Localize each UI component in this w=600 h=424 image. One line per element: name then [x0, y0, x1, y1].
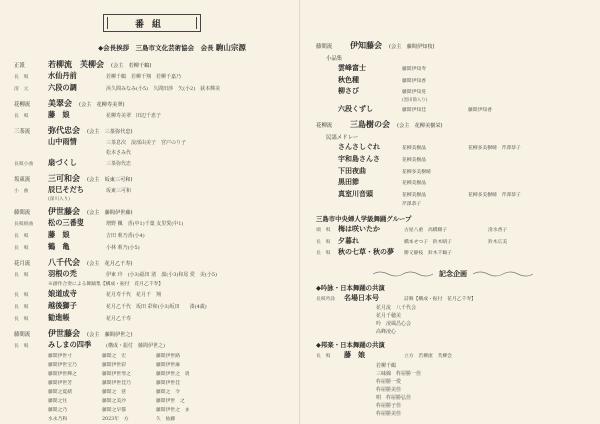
vine-ornament-icon: [373, 270, 433, 278]
performers-extra: 藤間伊知香: [468, 107, 492, 113]
genre-label: 端 唄: [316, 227, 331, 233]
performer-name: 藤間之 宏: [102, 354, 126, 359]
program-row: [316, 200, 590, 210]
program-row: [14, 301, 290, 313]
program-row: [14, 242, 290, 254]
performer-line: 花月流 八千代会: [376, 305, 417, 312]
section-caption: 小品集: [326, 56, 343, 62]
right-sections: [316, 40, 590, 418]
performer-line: 杵屋勝美佳: [376, 386, 402, 393]
performer-name: 藤間之早都: [102, 408, 126, 413]
performers: 詩舞【構成・振付 花月乙千寿】: [404, 296, 476, 302]
piece-title: 真室川音頭: [338, 188, 373, 198]
performers: 花柳寿美翠 田辺千恵子: [106, 113, 162, 119]
program-row: [316, 350, 590, 362]
performer-line: 高峰凌心: [376, 329, 397, 336]
performer-line: 吟 凌風昌心会: [376, 321, 412, 328]
genre-label: 長 唄: [14, 273, 29, 278]
program-section: [316, 214, 590, 259]
piece-title: 越後獅子: [48, 301, 77, 310]
section-header: [14, 257, 290, 269]
performers: 橋本せつ子 鈴木晴子: [404, 239, 452, 245]
program-row: [316, 236, 590, 248]
group-leader: (会主 花柳寿美翠): [79, 102, 125, 108]
performers: 藤間伊知晃: [402, 90, 426, 96]
piece-title: 秋の七草・秋の夢: [338, 247, 394, 257]
program-section: [14, 173, 290, 203]
program-row: [14, 313, 290, 325]
program-section: [14, 328, 290, 424]
piece-title: さんさしぐれ: [338, 142, 380, 152]
piece-title: 鶴 亀: [48, 242, 70, 251]
special-section-title: ◆吟詠・日本舞踊の共演: [316, 283, 385, 292]
section-note: ※創作合奏による舞踊集【構成・振付 花月乙千寿】: [48, 282, 164, 287]
performer-name: 藤間伊世輝之: [48, 372, 77, 377]
group-name: 三島市中央婦人学級舞踊グループ: [316, 214, 412, 223]
group-leader: (会主 藤間伊世之): [87, 332, 133, 338]
genre-label: 長唄組曲: [14, 222, 34, 227]
performer-line: 三味線 杵屋勝一佳: [376, 370, 422, 377]
piece-title: みしまの四季: [48, 340, 92, 349]
performers: 花柳美樹晶: [402, 146, 426, 152]
program-section: [316, 340, 590, 418]
program-row: [316, 63, 590, 75]
program-row: [14, 340, 290, 352]
genre-label: 小 曲: [14, 189, 29, 194]
school-name: 藤間流: [316, 44, 333, 50]
left-sections: [14, 59, 290, 424]
piece-title: 扇づくし: [48, 158, 77, 167]
performer-name: 藤間伊世之 貴: [156, 372, 190, 377]
group-name: 三可和会: [48, 173, 80, 183]
school-name: 藤間流: [14, 332, 31, 338]
group-leader: (会主 花月乙千寿): [87, 261, 133, 267]
program-section: [14, 98, 290, 122]
program-row: [316, 177, 590, 189]
performer-name: 藤間之 令: [156, 390, 180, 395]
genre-label: 長 唄: [316, 251, 331, 257]
program-row: [14, 218, 290, 230]
section-header: [14, 98, 290, 110]
group-name: 美翠会: [48, 98, 72, 108]
piece-title: 羽根の禿: [48, 269, 77, 278]
genre-label: 長 唄: [316, 354, 331, 360]
genre-label: 長唄小曲: [14, 162, 34, 167]
piece-title: 秋色種: [338, 74, 359, 84]
performers: 小林 莉乃(小5): [106, 245, 140, 251]
program-row: [316, 189, 590, 201]
program-section: [14, 257, 290, 325]
performers: 花柳美樹晶: [402, 157, 426, 163]
performers-extra: 鈴木広美: [488, 239, 508, 245]
special-program-title: 記念企画: [439, 268, 467, 278]
piece-title: 宇和島さんさ: [338, 153, 380, 163]
performer-name: 藤間之住: [48, 399, 68, 404]
performer-line: 若柳千鶴: [376, 362, 397, 369]
performer-line: 杵屋勝一愛: [376, 378, 402, 385]
genre-label: 長 唄: [14, 293, 29, 298]
group-leader: (会主 花柳美樹栄): [397, 123, 443, 130]
section-header: [316, 40, 590, 52]
performers: 藤間伊知佳: [402, 107, 426, 113]
performer-name: 藤間伊世彩: [102, 363, 126, 368]
piece-title: 娘道成寺: [48, 289, 77, 298]
performers: 松本さみ代: [106, 150, 132, 156]
performer-name: 藤間伊世麻: [156, 363, 180, 368]
program-section: [14, 59, 290, 95]
piece-title: 水仙丹前: [48, 71, 77, 80]
program-row: [14, 110, 290, 122]
group-leader: (会主 坂東三可和): [87, 177, 133, 183]
genre-label: 長 唄: [14, 234, 29, 239]
school-name: 三茶流: [14, 129, 31, 135]
piece-title: 山中雨情: [48, 137, 77, 146]
program-row: [14, 230, 290, 242]
group-leader: (会主 三茶弥代忠): [87, 129, 133, 135]
program-row: [316, 224, 590, 236]
performers: 浜久間みなみ(小5) 久間田渉 矢(小2) 荻本輝美: [106, 86, 221, 92]
greeting: ◆会長挨拶 三島市文化芸術協会 会長 駒山宗源: [98, 43, 246, 52]
group-leader: (会主 藤間伊知枝): [389, 44, 435, 50]
program-row: [14, 71, 290, 83]
performers: 藤間伊知香: [402, 78, 426, 84]
program-row: [14, 83, 290, 95]
special-program-header: [316, 269, 590, 279]
group-name: 伊世藤会: [48, 328, 80, 338]
performer-line: 唄 杵屋勝弘佳: [376, 394, 412, 401]
group-name: 伊世藤会: [48, 206, 80, 216]
performers: (構成・振付 藤間伊世之): [106, 343, 165, 349]
performers: 古屋八重 高橋順子: [404, 227, 448, 233]
performers-extra: 清水香子: [488, 227, 508, 233]
genre-label: 長 唄: [14, 305, 29, 310]
piece-title: 勧進帳: [48, 313, 70, 322]
performers: 三茶息次 浪部由美子 宮戸のり子: [106, 140, 187, 146]
program-row: [316, 142, 590, 154]
school-name: 花月流: [14, 261, 31, 267]
program-row: [14, 185, 290, 197]
performer-name: 藤間之 慈: [102, 390, 126, 395]
special-section-title: ◆邦楽・日本舞踊の共演: [316, 341, 385, 350]
program-row: [14, 289, 290, 301]
performer-name: 藤間伊世佳乃: [102, 381, 131, 386]
genre-label: 長 唄: [14, 114, 29, 119]
program-row: [316, 86, 590, 98]
piece-title: 夕暮れ: [338, 235, 359, 245]
section-header: [14, 328, 290, 340]
performer-name: 藤間伊世 之: [156, 399, 185, 404]
performer-name: 藤間伊世寸: [48, 354, 72, 359]
performer-name: 藤間伊世路: [156, 354, 180, 359]
group-name: 弥代忠会: [48, 125, 80, 135]
performer-name: 藤間伊世宝乃: [48, 363, 77, 368]
president-name: 駒山宗源: [215, 43, 246, 52]
piece-title: 六段くずし: [338, 103, 373, 113]
vine-ornament-icon: [473, 270, 533, 278]
program-row: [316, 293, 590, 305]
program-row: [316, 104, 590, 116]
performers: 花月乙千代 坂田 彩和(小3)坂田 湊(4歳): [106, 304, 207, 310]
program-section: [316, 283, 590, 337]
section-header: [14, 125, 290, 137]
performer-line: 杵屋勝子佳: [376, 402, 402, 409]
piece-title: 雲峰富士: [338, 63, 366, 72]
performers: 増野 楓 香(中1)千葉 友里愛(中1): [106, 221, 184, 227]
performer-name: 2023年 方: [102, 417, 129, 422]
section-header: [14, 173, 290, 185]
performer-line: 花月千穂美: [376, 313, 402, 320]
group-name: 三島樹の会: [350, 119, 390, 130]
performer-grid: [48, 352, 290, 424]
program-section: [14, 206, 290, 254]
section-header: [14, 206, 290, 218]
group-name: 若柳流 芙柳会: [48, 59, 104, 69]
section-header: [316, 119, 590, 131]
school-name: 花柳流: [14, 102, 31, 108]
program-row: [316, 75, 590, 87]
genre-label: 長 唄: [14, 246, 29, 251]
program-row: [14, 137, 290, 148]
program-row: [316, 154, 590, 166]
piece-title: 藤 娘: [48, 110, 70, 119]
school-name: 正派: [14, 63, 25, 69]
piece-title: 六段の調: [48, 83, 77, 92]
program-row: [316, 247, 590, 259]
performers: 立方 若柳流 芙柳会: [404, 354, 452, 360]
school-name: 花柳流: [316, 123, 333, 130]
program-section: [14, 125, 290, 170]
performer-name: 藤間伊世佳: [156, 381, 180, 386]
group-leader: (会主 藤間伊世藤): [87, 210, 133, 216]
program-row: [316, 166, 590, 178]
school-name: 坂東流: [14, 177, 31, 183]
performers: 勝又静枝 鈴木千鶴子: [404, 251, 452, 257]
genre-label: 長 唄: [14, 344, 29, 349]
performers: 花柳美樹晶: [402, 181, 426, 187]
piece-title: 下田夜曲: [338, 165, 366, 175]
performer-name: 藤間伊世之 ま: [156, 408, 190, 413]
piece-title: 梅は咲いたか: [338, 223, 380, 233]
school-name: 藤間流: [14, 210, 31, 216]
piece-title: 黒田節: [338, 177, 359, 187]
performers: 坂東三可和: [106, 188, 132, 194]
program-row: [14, 148, 290, 158]
performers: 三茶弥代忠: [106, 161, 132, 167]
performers: 藤間伊知寿: [402, 67, 426, 72]
piece-title: 藤 娘: [48, 230, 70, 239]
piece-title: 柳さび: [338, 86, 359, 96]
program-section: [316, 40, 590, 115]
group-leader: (会主 若柳千鶴): [111, 63, 152, 69]
genre-label: 長 唄: [316, 239, 331, 245]
performer-name: 藤間伊世琴之: [102, 372, 131, 377]
program-section: [316, 119, 590, 210]
performers: 花柳多美樹晴: [402, 169, 431, 175]
performers: 花月寿千代 花月千 翔: [106, 292, 162, 298]
performers: 伊東 玲 (小3)福田 渚 凛(小3)和尾 愛 美(小5): [106, 272, 218, 278]
performers: 若柳千鶴 若柳千翔 若柳千嘉乃: [106, 74, 182, 80]
piece-subtitle: (深川入り): [48, 197, 70, 202]
genre-label: 清 元: [14, 87, 29, 92]
piece-subtitle: (黒田節入り): [402, 97, 428, 103]
piece-title: 名場日本号: [344, 292, 379, 302]
performers: 吉田 莉乃香(小4): [106, 233, 145, 239]
performers-extra: 花柳多美樹晴 芹澤恭子: [468, 146, 521, 152]
piece-title: 松の三番叟: [48, 218, 84, 227]
section-caption: 民謡メドレー: [326, 135, 359, 142]
performer-name: 藤間之乃: [48, 408, 68, 413]
program-row: [14, 269, 290, 281]
genre-label: 長 唄: [14, 75, 29, 80]
performer-name: 藤間之美沙: [102, 399, 126, 404]
performers: 花柳美樹晶: [402, 192, 426, 198]
piece-title: 辰巳そだち: [48, 185, 84, 194]
section-header: [14, 59, 290, 71]
program-row: [14, 158, 290, 170]
performer-name: 久 仙藤: [156, 417, 176, 422]
performer-line: 杵屋勝美佳: [376, 410, 402, 417]
program-title: 番組: [134, 19, 169, 30]
genre-label: 長 唄: [14, 317, 29, 322]
program-title-box: [103, 14, 201, 32]
performer-name: 水永乃和: [48, 417, 68, 422]
right-page: [300, 0, 600, 424]
performer-name: 藤間之夏緒: [48, 390, 72, 395]
performers: 花月乙千寿: [106, 316, 132, 322]
performers-extra: 花柳多美樹晴 芹澤恭子: [468, 192, 521, 198]
group-name: 伊知藤会: [350, 40, 382, 50]
piece-title: 藤 娘: [344, 350, 365, 360]
performers: 芹澤恭子: [402, 202, 422, 208]
group-name: 八千代会: [48, 257, 80, 267]
genre-label: 長唄吟詠: [316, 296, 336, 302]
performer-name: 藤間伊世芳: [48, 381, 72, 386]
